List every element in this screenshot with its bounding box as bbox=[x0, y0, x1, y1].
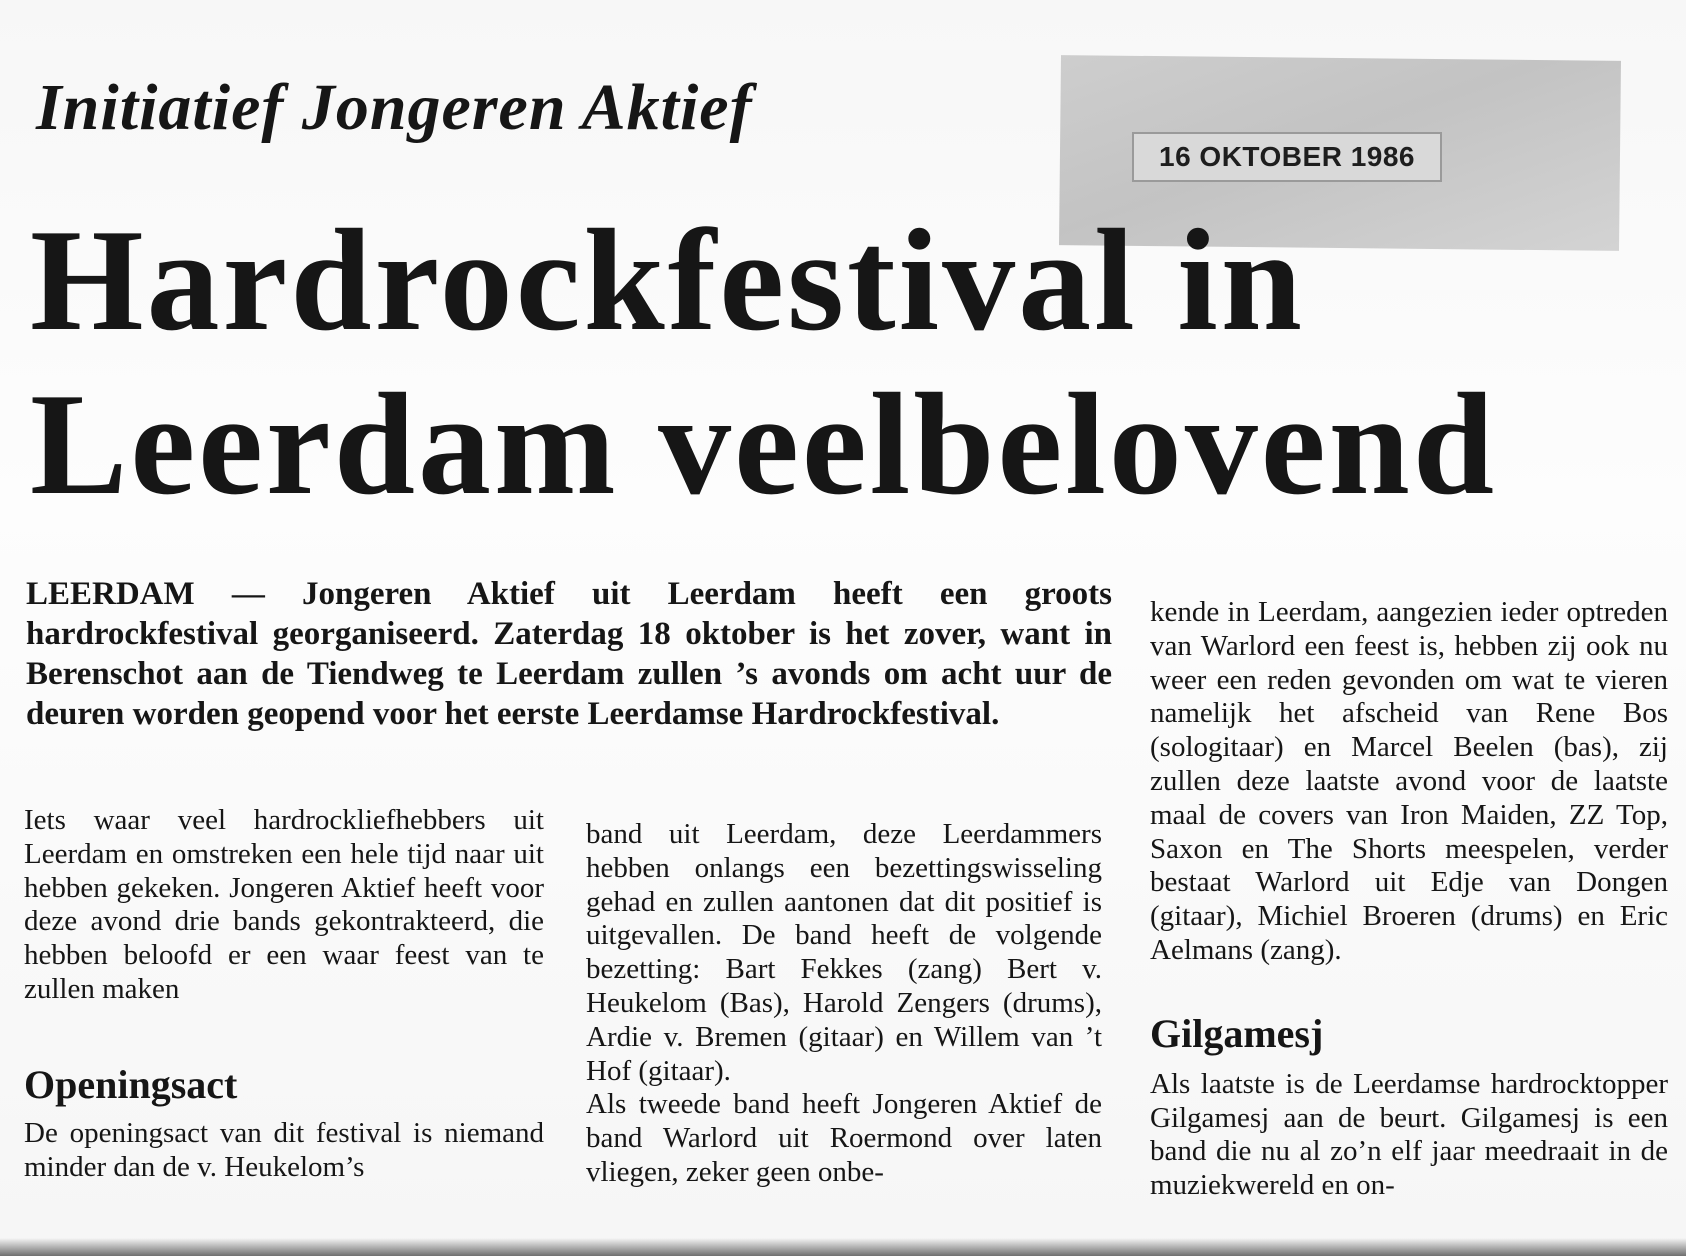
column-2-paragraph-1: band uit Leerdam, deze Leerdammers hebben onlangs een bezettingswisseling gehad en zullen aantonen dat dit positief is uitgevallen. De band heeft de volgende bezetting: Bart Fekkes (zang) Bert v. Heukelom (Bas), Harold Zengers (drums), Ardie v. Bremen (gitaar) en Willem van ’t Hof (gitaar). bbox=[586, 818, 1102, 1087]
headline: Hardrockfestival in Leerdam veelbelovend bbox=[30, 199, 1498, 525]
article-column-2 bbox=[586, 818, 1102, 1190]
subhead-openingsact: Openingsact bbox=[24, 1061, 238, 1107]
subhead-gilgamesj: Gilgamesj bbox=[1150, 1010, 1324, 1056]
article-column-3 bbox=[1150, 596, 1668, 1203]
column-3-paragraph-1: kende in Leerdam, aangezien ieder optreden van Warlord een feest is, hebben zij ook nu weer een reden gevonden om wat te vieren namelijk het afscheid van Rene Bos (sologitaar) en Marcel Beelen (bas), zij zullen deze laatste avond voor de laatste maal de covers van Iron Maiden, ZZ Top, Saxon en The Shorts meespelen, verder bestaat Warlord uit Edje van Dongen (gitaar), Michiel Broeren (drums) en Eric Aelmans (zang). bbox=[1150, 596, 1668, 966]
column-3-paragraph-2: Als laatste is de Leerdamse hardrocktopper Gilgamesj aan de beurt. Gilgamesj is een band die nu al zo’n elf jaar meedraait in de muziekwereld en on- bbox=[1150, 1067, 1668, 1202]
scan-edge-shadow bbox=[0, 1238, 1686, 1256]
column-1-paragraph-2: De openingsact van dit festival is niemand minder dan de v. Heukelom’s bbox=[24, 1116, 544, 1183]
lead-paragraph: LEERDAM — Jongeren Aktief uit Leerdam heeft een groots hardrockfestival georganiseerd. Zaterdag 18 oktober is het zover, want in Berenschot aan de Tiendweg te Leerdam zullen ’s avonds om acht uur de deuren worden geopend voor het eerste Leerdamse Hardrockfestival. bbox=[26, 576, 1112, 732]
article-column-1 bbox=[24, 804, 544, 1184]
column-2-paragraph-2: Als tweede band heeft Jongeren Aktief de band Warlord uit Roermond over laten vliegen, zeker geen onbe- bbox=[586, 1088, 1102, 1188]
column-1-paragraph-1: Iets waar veel hardrockliefhebbers uit Leerdam en omstreken een hele tijd naar uit hebben gekeken. Jongeren Aktief heeft voor deze avond drie bands gekontrakteerd, die hebben beloofd er een waar feest van te zullen maken bbox=[24, 804, 544, 1005]
kicker-line: Initiatief Jongeren Aktief bbox=[36, 71, 753, 144]
date-stamp: 16 OKTOBER 1986 bbox=[1132, 132, 1442, 182]
